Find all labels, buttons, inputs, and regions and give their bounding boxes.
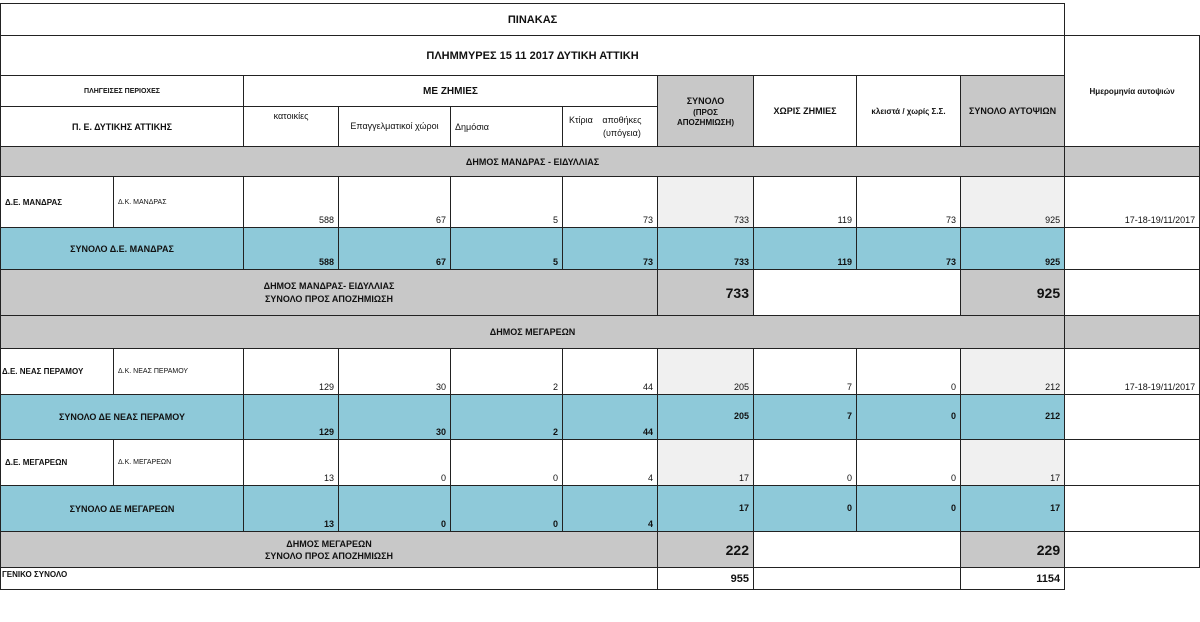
header-closed: κλειστά / χωρίς Σ.Σ. bbox=[857, 76, 961, 147]
subtotal-label: ΣΥΝΟΛΟ ΔΕ ΝΕΑΣ ΠΕΡΑΜΟΥ bbox=[1, 395, 244, 440]
cell-closed: 0 bbox=[857, 486, 961, 532]
cell-warehouses: 4 bbox=[563, 486, 658, 532]
section-megara bbox=[1, 316, 1200, 349]
section-mandra-title: ΔΗΜΟΣ ΜΑΝΔΡΑΣ - ΕΙΔΥΛΛΙΑΣ bbox=[1, 147, 1065, 177]
cell-public: 5 bbox=[451, 177, 563, 228]
subtotal-label: ΣΥΝΟΛΟ Δ.Ε. ΜΑΝΔΡΑΣ bbox=[1, 228, 244, 270]
cell-total: 733 bbox=[658, 177, 754, 228]
municipal-total-inspections: 229 bbox=[961, 532, 1065, 568]
cell-warehouses: 44 bbox=[563, 395, 658, 440]
grand-total-row bbox=[1, 568, 1200, 590]
cell-closed: 0 bbox=[857, 440, 961, 486]
header-total-inspections: ΣΥΝΟΛΟ ΑΥΤΟΨΙΩΝ bbox=[961, 76, 1065, 147]
cell-warehouses: 4 bbox=[563, 440, 658, 486]
header-houses: κατοικίες bbox=[244, 107, 339, 147]
cell-houses: 13 bbox=[244, 440, 339, 486]
cell-total: 205 bbox=[658, 349, 754, 395]
cell-closed: 0 bbox=[857, 395, 961, 440]
cell-closed: 73 bbox=[857, 177, 961, 228]
table-row bbox=[1, 440, 1200, 486]
cell-no-damage: 7 bbox=[754, 395, 857, 440]
cell-professional: 30 bbox=[339, 349, 451, 395]
section-megara-title: ΔΗΜΟΣ ΜΕΓΑΡΕΩΝ bbox=[1, 316, 1065, 349]
header-with-damages: ΜΕ ΖΗΜΙΕΣ bbox=[244, 76, 658, 107]
header-buildings-warehouses bbox=[563, 107, 658, 147]
cell-public: 5 bbox=[451, 228, 563, 270]
subtotal-row bbox=[1, 486, 1200, 532]
cell-warehouses: 73 bbox=[563, 228, 658, 270]
table-row bbox=[1, 349, 1200, 395]
grand-total-label: ΓΕΝΙΚΟ ΣΥΝΟΛΟ bbox=[1, 568, 658, 590]
section-mandra bbox=[1, 147, 1200, 177]
cell-no-damage: 119 bbox=[754, 228, 857, 270]
header-professional: Επαγγελματικοί χώροι bbox=[339, 107, 451, 147]
subtitle-row bbox=[1, 36, 1200, 76]
municipal-total-inspections: 925 bbox=[961, 270, 1065, 316]
municipal-total-line2: ΣΥΝΟΛΟ ΠΡΟΣ ΑΠΟΖΗΜΙΩΣΗ bbox=[264, 293, 394, 304]
cell-total: 17 bbox=[658, 486, 754, 532]
cell-closed: 0 bbox=[857, 349, 961, 395]
municipal-total-value: 222 bbox=[658, 532, 754, 568]
cell-professional: 67 bbox=[339, 228, 451, 270]
municipal-total-label bbox=[1, 532, 658, 568]
municipal-total-line1: ΔΗΜΟΣ ΜΑΝΔΡΑΣ- ΕΙΔΥΛΛΙΑΣ bbox=[263, 280, 395, 291]
unit-name: Δ.Ε. ΜΕΓΑΡΕΩΝ bbox=[1, 440, 114, 486]
cell-houses: 588 bbox=[244, 228, 339, 270]
cell-public: 2 bbox=[451, 349, 563, 395]
cell-closed: 73 bbox=[857, 228, 961, 270]
subtotal-row bbox=[1, 395, 1200, 440]
municipal-total-row bbox=[1, 270, 1200, 316]
header-warehouses: αποθήκες (υπόγεια) bbox=[602, 114, 642, 138]
cell-public: 2 bbox=[451, 395, 563, 440]
header-no-damage: ΧΩΡΙΣ ΖΗΜΙΕΣ bbox=[754, 76, 857, 147]
grand-total-value: 955 bbox=[658, 568, 754, 590]
cell-professional: 0 bbox=[339, 486, 451, 532]
municipal-total-label bbox=[1, 270, 658, 316]
community-name: Δ.Κ. ΝΕΑΣ ΠΕΡΑΜΟΥ bbox=[114, 349, 244, 395]
cell-houses: 129 bbox=[244, 349, 339, 395]
cell-no-damage: 0 bbox=[754, 440, 857, 486]
cell-no-damage: 7 bbox=[754, 349, 857, 395]
municipal-total-line2: ΣΥΝΟΛΟ ΠΡΟΣ ΑΠΟΖΗΜΙΩΣΗ bbox=[264, 550, 394, 561]
cell-date: 17-18-19/11/2017 bbox=[1065, 349, 1200, 395]
cell-no-damage: 119 bbox=[754, 177, 857, 228]
municipal-total-row bbox=[1, 532, 1200, 568]
cell-public: 0 bbox=[451, 486, 563, 532]
header-total-compensation: ΣΥΝΟΛΟ (ΠΡΟΣ ΑΠΟΖΗΜΙΩΣΗ) bbox=[658, 76, 754, 147]
header-public-label: Δημόσια bbox=[455, 121, 489, 132]
cell-total: 733 bbox=[658, 228, 754, 270]
flood-damage-table bbox=[0, 3, 1200, 590]
title-row bbox=[1, 4, 1200, 36]
header-inspection-date: Ημερομηνία αυτοψιών bbox=[1065, 36, 1200, 147]
cell-total: 205 bbox=[658, 395, 754, 440]
cell-total: 17 bbox=[658, 440, 754, 486]
table-row bbox=[1, 177, 1200, 228]
page-title: ΠΙΝΑΚΑΣ bbox=[1, 4, 1065, 36]
cell-total-inspections: 17 bbox=[961, 440, 1065, 486]
cell-professional: 30 bbox=[339, 395, 451, 440]
header-public bbox=[451, 107, 563, 147]
header-pe: Π. Ε. ΔΥΤΙΚΗΣ ΑΤΤΙΚΗΣ bbox=[1, 107, 244, 147]
cell-professional: 67 bbox=[339, 177, 451, 228]
cell-no-damage: 0 bbox=[754, 486, 857, 532]
cell-warehouses: 73 bbox=[563, 177, 658, 228]
grand-total-inspections: 1154 bbox=[961, 568, 1065, 590]
cell-houses: 588 bbox=[244, 177, 339, 228]
cell-total-inspections: 925 bbox=[961, 228, 1065, 270]
cell-houses: 13 bbox=[244, 486, 339, 532]
page-subtitle: ΠΛΗΜΜΥΡΕΣ 15 11 2017 ΔΥΤΙΚΗ ΑΤΤΙΚΗ bbox=[1, 36, 1065, 76]
cell-warehouses: 44 bbox=[563, 349, 658, 395]
community-name: Δ.Κ. ΜΑΝΔΡΑΣ bbox=[114, 177, 244, 228]
municipal-total-value: 733 bbox=[658, 270, 754, 316]
municipal-total-line1: ΔΗΜΟΣ ΜΕΓΑΡΕΩΝ bbox=[286, 538, 372, 549]
cell-date: 17-18-19/11/2017 bbox=[1065, 177, 1200, 228]
community-name: Δ.Κ. ΜΕΓΑΡΕΩΝ bbox=[114, 440, 244, 486]
inspection-table-wrapper bbox=[0, 3, 1199, 590]
cell-total-inspections: 212 bbox=[961, 349, 1065, 395]
header-row-1 bbox=[1, 76, 1200, 107]
cell-houses: 129 bbox=[244, 395, 339, 440]
unit-name: Δ.Ε. ΝΕΑΣ ΠΕΡΑΜΟΥ bbox=[1, 349, 114, 395]
subtotal-row bbox=[1, 228, 1200, 270]
header-affected-areas: ΠΛΗΓΕΙΣΕΣ ΠΕΡΙΟΧΕΣ bbox=[1, 76, 244, 107]
unit-name: Δ.Ε. ΜΑΝΔΡΑΣ bbox=[1, 177, 114, 228]
header-buildings: Κτίρια bbox=[569, 114, 593, 125]
cell-professional: 0 bbox=[339, 440, 451, 486]
subtotal-label: ΣΥΝΟΛΟ ΔΕ ΜΕΓΑΡΕΩΝ bbox=[1, 486, 244, 532]
cell-public: 0 bbox=[451, 440, 563, 486]
cell-total-inspections: 212 bbox=[961, 395, 1065, 440]
cell-total-inspections: 925 bbox=[961, 177, 1065, 228]
cell-total-inspections: 17 bbox=[961, 486, 1065, 532]
